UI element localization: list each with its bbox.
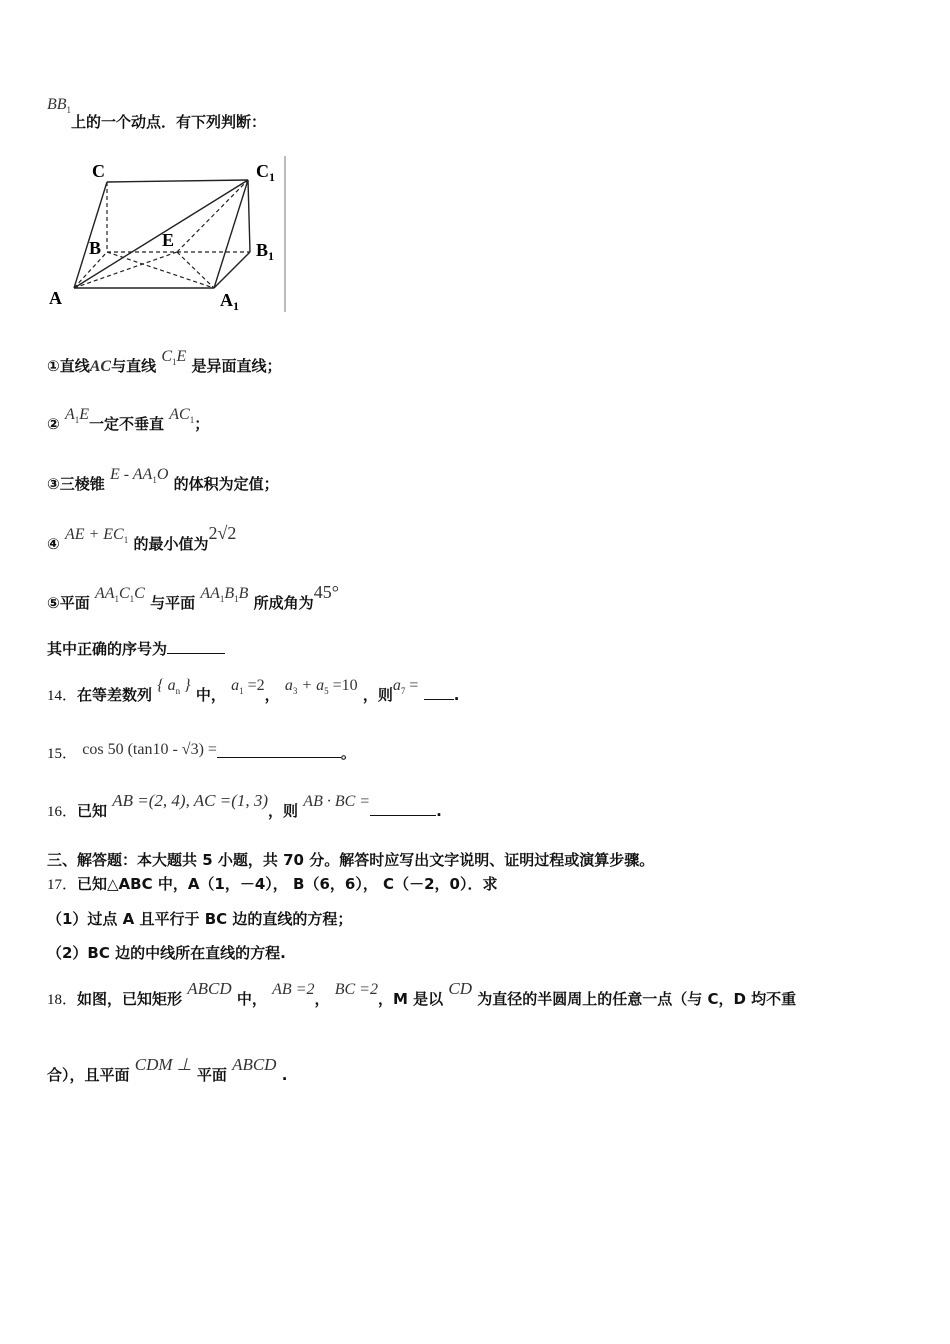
statement-math-sub: 1 <box>219 594 225 604</box>
statement-3 <box>47 466 279 501</box>
question-14 <box>47 677 460 712</box>
question-math-sub: 1 <box>239 686 244 696</box>
statement-math-sub: 1 <box>74 415 80 425</box>
question-math: + a <box>297 677 325 694</box>
question-math-sub: 3 <box>292 686 298 696</box>
statement-math: E <box>176 348 187 365</box>
statement-text: 的最小值为 <box>133 535 209 553</box>
statement-value: 2√2 <box>208 523 237 543</box>
statement-math: C <box>161 348 172 365</box>
question-18 <box>47 979 797 1011</box>
section-3-heading <box>47 849 654 871</box>
statement-math: E <box>79 406 89 423</box>
label-c: C <box>92 161 105 181</box>
intro-math: BB <box>47 96 67 113</box>
question-text: . <box>436 802 442 820</box>
question-math: { a <box>157 677 176 694</box>
question-text: ，则 <box>268 802 299 820</box>
statement-text: 是异面直线； <box>191 357 282 375</box>
question-text: 合），且平面 <box>47 1066 130 1084</box>
edge-e-a1 <box>177 252 214 288</box>
question-17-part-2 <box>47 942 286 964</box>
question-math: AB · BC = <box>303 793 371 810</box>
statement-marker: ④ <box>47 535 60 553</box>
question-math: BC =2 <box>334 981 378 998</box>
label-b: B <box>89 238 102 258</box>
answer-blank[interactable] <box>167 639 225 654</box>
question-math: a <box>392 677 401 694</box>
question-17 <box>47 873 497 896</box>
statement-text: 的体积为定值； <box>173 475 279 493</box>
question-text: （1）过点 A 且平行于 BC 边的直线的方程； <box>47 910 353 928</box>
question-text: 平面 <box>196 1066 227 1084</box>
question-text: 中， <box>195 686 226 704</box>
question-text: ，M 是以 <box>377 990 444 1008</box>
statement-math-sub: 1 <box>234 594 239 604</box>
question-number: 17． <box>47 877 78 893</box>
statement-math: C <box>119 585 130 602</box>
question-math-sub: 5 <box>324 686 329 696</box>
statement-text: 与直线 <box>111 357 157 375</box>
question-math: CD <box>448 979 472 998</box>
question-math-sub: n <box>175 686 181 696</box>
edge-c1-b1 <box>248 180 250 252</box>
question-number: 14． <box>47 688 78 704</box>
question-math: AB =(2, 4), AC =(1, 3) <box>112 791 269 810</box>
question-text: 中， <box>236 990 267 1008</box>
question-text: 已知△ABC 中，A（1，－4）， B（6，6）， C（－2，0）．求 <box>77 875 498 893</box>
label-e: E <box>162 230 175 250</box>
question-math-sub: 7 <box>400 686 406 696</box>
question-text: 如图，已知矩形 <box>77 990 183 1008</box>
statement-angle: 45° <box>313 582 339 602</box>
statement-text: 三棱锥 <box>59 475 105 493</box>
statement-math: AC <box>169 406 190 423</box>
question-text: 在等差数列 <box>77 686 153 704</box>
intro-line <box>47 96 267 131</box>
edge-c-c1 <box>107 180 248 182</box>
question-text: 为直径的半圆周上的任意一点（与 C，D 均不重 <box>477 990 797 1008</box>
statement-math-sub: 1 <box>129 594 135 604</box>
statement-4 <box>47 523 237 561</box>
question-text: ， <box>264 686 280 704</box>
answer-blank[interactable] <box>424 685 454 700</box>
question-math: = <box>405 677 419 694</box>
statement-math: O <box>156 466 169 483</box>
label-c1: $C_1$ <box>256 161 275 184</box>
label-b1: $B_1$ <box>256 240 275 263</box>
statement-text: 所成角为 <box>253 594 314 612</box>
question-text: 已知 <box>77 802 108 820</box>
label-a: A <box>49 288 62 308</box>
question-math: cos 50 (tan10 - √3) = <box>82 741 217 758</box>
answer-prompt-text: 其中正确的序号为 <box>47 640 168 658</box>
statement-math-sub: 1 <box>171 357 177 367</box>
statement-text: 平面 <box>59 594 90 612</box>
question-math: a <box>231 677 240 694</box>
statement-math-sub: 1 <box>123 535 129 545</box>
question-number: 18． <box>47 992 78 1008</box>
statement-bold: AC <box>89 358 112 375</box>
question-number: 15． <box>47 746 78 762</box>
section-heading-text: 三、解答题：本大题共 5 小题，共 70 分。解答时应写出文字说明、证明过程或演算步骤。 <box>47 851 655 869</box>
question-number: 16． <box>47 804 78 820</box>
statement-5 <box>47 582 339 620</box>
question-15 <box>47 742 356 765</box>
statement-text: 直线 <box>59 357 90 375</box>
statement-math: AE + EC <box>64 526 124 543</box>
statement-math-sub: 1 <box>189 415 195 425</box>
question-math: ABCD <box>187 979 232 998</box>
question-math: =2 <box>243 677 265 694</box>
statement-math-sub: 1 <box>114 594 119 604</box>
statement-math: AA <box>200 585 220 602</box>
question-text: . <box>453 686 460 704</box>
question-math: ABCD <box>232 1055 277 1074</box>
statement-1 <box>47 348 282 383</box>
statement-text: ； <box>194 415 210 433</box>
statement-math-sub: 1 <box>152 475 157 485</box>
answer-blank[interactable] <box>217 743 341 758</box>
statement-marker: ① <box>47 357 60 375</box>
question-text: 。 <box>340 744 356 762</box>
statement-math: C <box>134 585 145 602</box>
statement-math: E - AA <box>109 466 153 483</box>
question-math: =10 <box>328 677 358 694</box>
question-text: （2）BC 边的中线所在直线的方程. <box>47 944 286 962</box>
question-text: . <box>281 1066 288 1084</box>
statement-marker: ③ <box>47 475 60 493</box>
edge-a-c1 <box>74 180 248 288</box>
answer-prompt <box>47 638 225 660</box>
statement-2 <box>47 406 210 441</box>
statement-marker: ② <box>47 415 60 433</box>
statement-math: AA <box>94 585 115 602</box>
question-math: } <box>180 677 191 694</box>
question-math: AB =2 <box>272 981 315 998</box>
intro-text: 上的一个动点．有下列判断： <box>71 113 267 131</box>
statement-math: B <box>224 585 235 602</box>
question-18-line-2 <box>47 1055 288 1086</box>
question-math: a <box>284 677 293 694</box>
answer-blank[interactable] <box>370 801 436 816</box>
prism-figure <box>40 150 300 320</box>
intro-math-sub: 1 <box>66 105 72 115</box>
label-a1: $A_1$ <box>220 290 239 313</box>
question-16 <box>47 791 442 823</box>
question-math: CDM ⊥ <box>134 1055 192 1074</box>
question-text: ， <box>314 990 330 1008</box>
question-17-part-1 <box>47 908 352 930</box>
statement-math: B <box>238 585 249 602</box>
statement-marker: ⑤ <box>47 594 60 612</box>
edge-c-a <box>74 182 107 288</box>
statement-math: A <box>64 406 75 423</box>
statement-text: 与平面 <box>150 594 196 612</box>
statement-text: 一定不垂直 <box>89 415 165 433</box>
question-text: ，则 <box>362 686 393 704</box>
